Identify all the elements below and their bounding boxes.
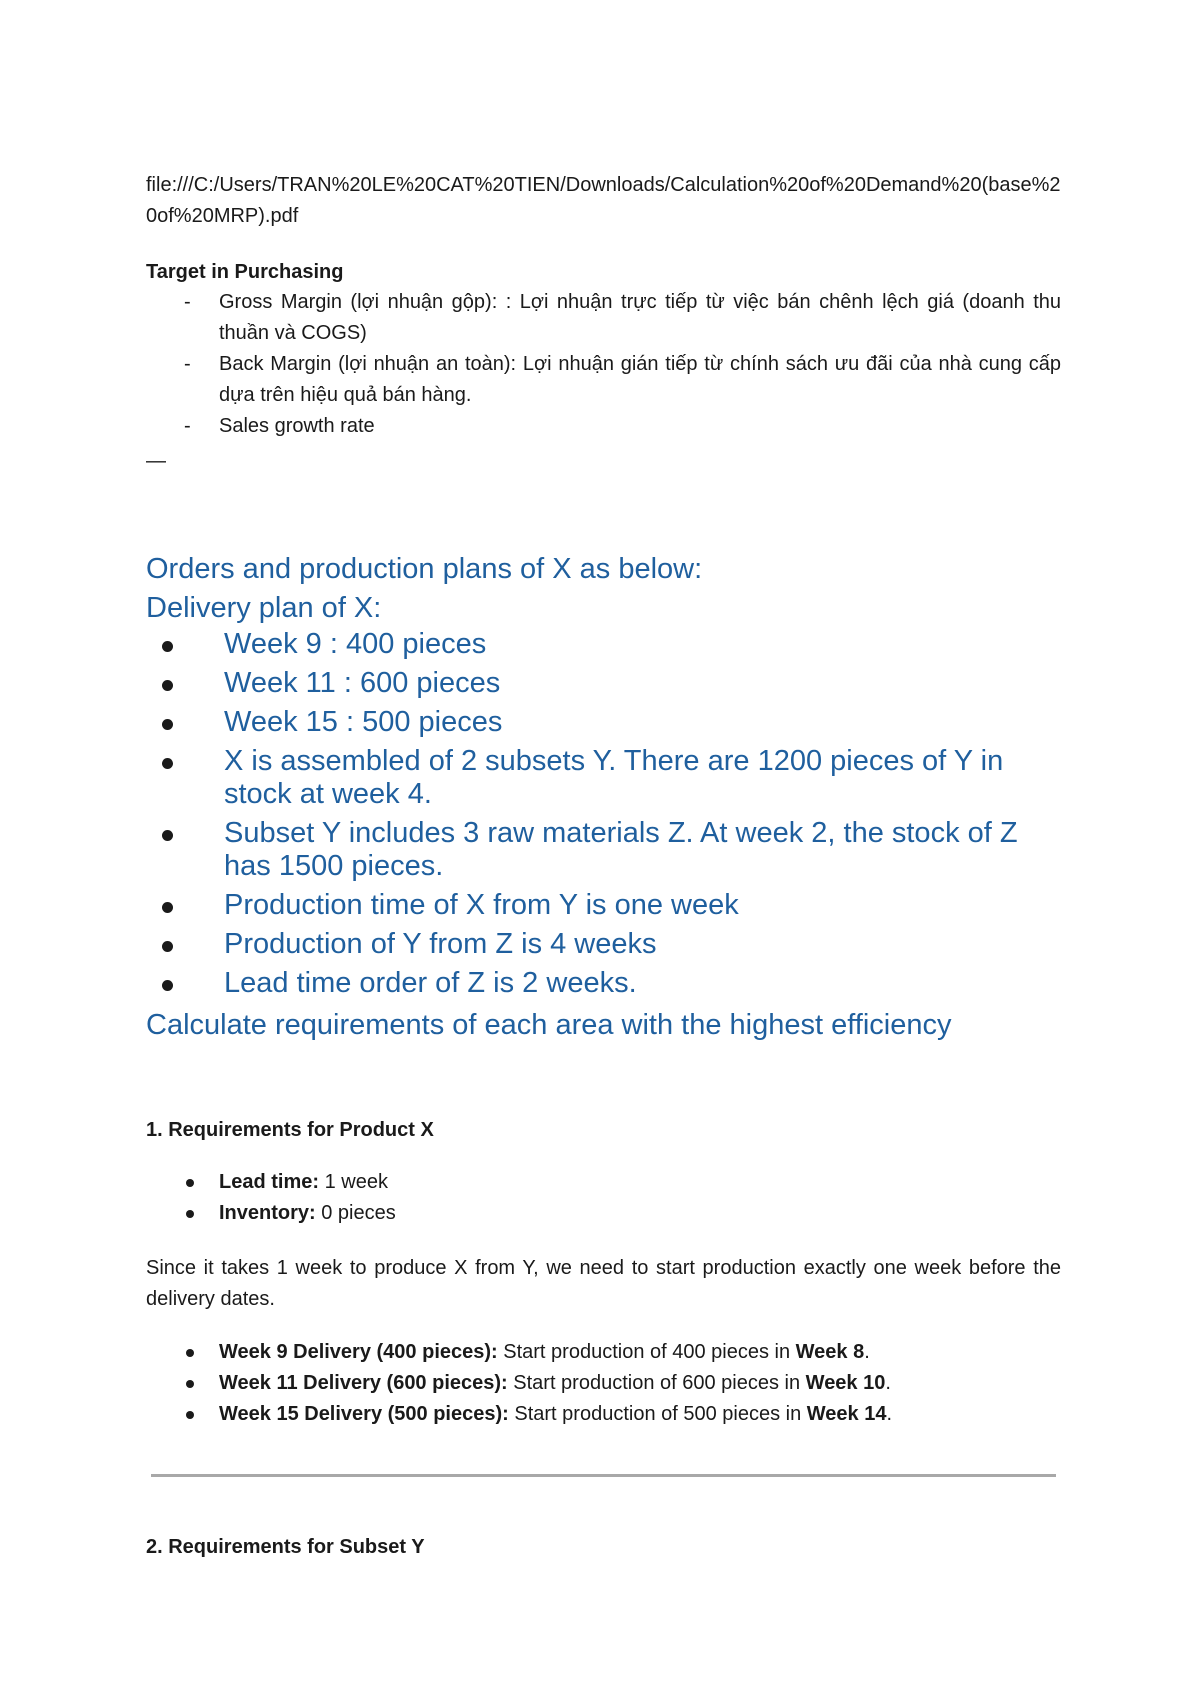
bullet-dot-icon: [162, 902, 173, 913]
dash-marker: -: [184, 415, 191, 437]
bullet-dot-icon: [186, 1380, 194, 1388]
bullet-dot-icon: [186, 1179, 194, 1187]
bullet-dot-icon: [162, 641, 173, 652]
slide-closing: Calculate requirements of each area with the highest efficiency: [146, 1009, 952, 1041]
embedded-slide-image: [146, 550, 1061, 1050]
section-subset-y: [146, 1532, 425, 1562]
bullet-dot-icon: [186, 1411, 194, 1419]
list-item: Week 11 Delivery (600 pieces): Start production of 600 pieces in Week 10.: [146, 1368, 1061, 1399]
explanation-paragraph: Since it takes 1 week to produce X from Y, we need to start production exactly one week before the delivery dates.: [146, 1257, 1061, 1310]
target-list: [146, 287, 1061, 442]
bullet-dot-icon: [162, 758, 173, 769]
bullet-dot-icon: [162, 830, 173, 841]
target-heading: Target in Purchasing: [146, 261, 344, 283]
bullet-dot-icon: [162, 680, 173, 691]
slide-bullet: Week 11 : 600 pieces: [146, 667, 1061, 700]
list-item: - Gross Margin (lợi nhuận gộp): : Lợi nhuận trực tiếp từ việc bán chênh lệch giá (doanh thu thuần và COGS): [146, 287, 1061, 349]
dash-marker: -: [184, 291, 191, 313]
slide-line-2: Delivery plan of X:: [146, 592, 382, 624]
bullet-dot-icon: [162, 980, 173, 991]
slide-bullet: Subset Y includes 3 raw materials Z. At week 2, the stock of Z has 1500 pieces.: [146, 817, 1061, 883]
section-product-x: [146, 1115, 1061, 1430]
slide-bullet: Production time of X from Y is one week: [146, 889, 1061, 922]
list-item: - Sales growth rate: [146, 411, 1061, 442]
horizontal-rule: [151, 1474, 1056, 1477]
list-item: - Back Margin (lợi nhuận an toàn): Lợi nhuận gián tiếp từ chính sách ưu đãi của nhà cung cấp dựa trên hiệu quả bán hàng.: [146, 349, 1061, 411]
bullet-dot-icon: [186, 1210, 194, 1218]
document-top: [146, 170, 1061, 476]
slide-bullets: [146, 628, 1061, 1000]
slide-line-1: Orders and production plans of X as below:: [146, 553, 703, 585]
dash-marker: -: [184, 353, 191, 375]
list-item: Week 9 Delivery (400 pieces): Start production of 400 pieces in Week 8.: [146, 1337, 1061, 1368]
bullet-dot-icon: [186, 1349, 194, 1357]
slide-bullet: Week 15 : 500 pieces: [146, 706, 1061, 739]
file-path: file:///C:/Users/TRAN%20LE%20CAT%20TIEN/Downloads/Calculation%20of%20Demand%20(base%20of%20MRP).pdf: [146, 174, 1061, 227]
slide-bullet: Lead time order of Z is 2 weeks.: [146, 967, 1061, 1000]
section2-heading: 2. Requirements for Subset Y: [146, 1536, 425, 1558]
slide-bullet: Production of Y from Z is 4 weeks: [146, 928, 1061, 961]
slide-bullet: X is assembled of 2 subsets Y. There are 1200 pieces of Y in stock at week 4.: [146, 745, 1061, 811]
list-item: Inventory: 0 pieces: [146, 1198, 1061, 1229]
slide-bullet: Week 9 : 400 pieces: [146, 628, 1061, 661]
separator-mark: —: [146, 450, 166, 472]
bullet-dot-icon: [162, 941, 173, 952]
section1-heading: 1. Requirements for Product X: [146, 1119, 434, 1141]
list-item: Week 15 Delivery (500 pieces): Start production of 500 pieces in Week 14.: [146, 1399, 1061, 1430]
bullet-dot-icon: [162, 719, 173, 730]
facts-list: [146, 1167, 1061, 1229]
delivery-list: [146, 1337, 1061, 1430]
list-item: Lead time: 1 week: [146, 1167, 1061, 1198]
